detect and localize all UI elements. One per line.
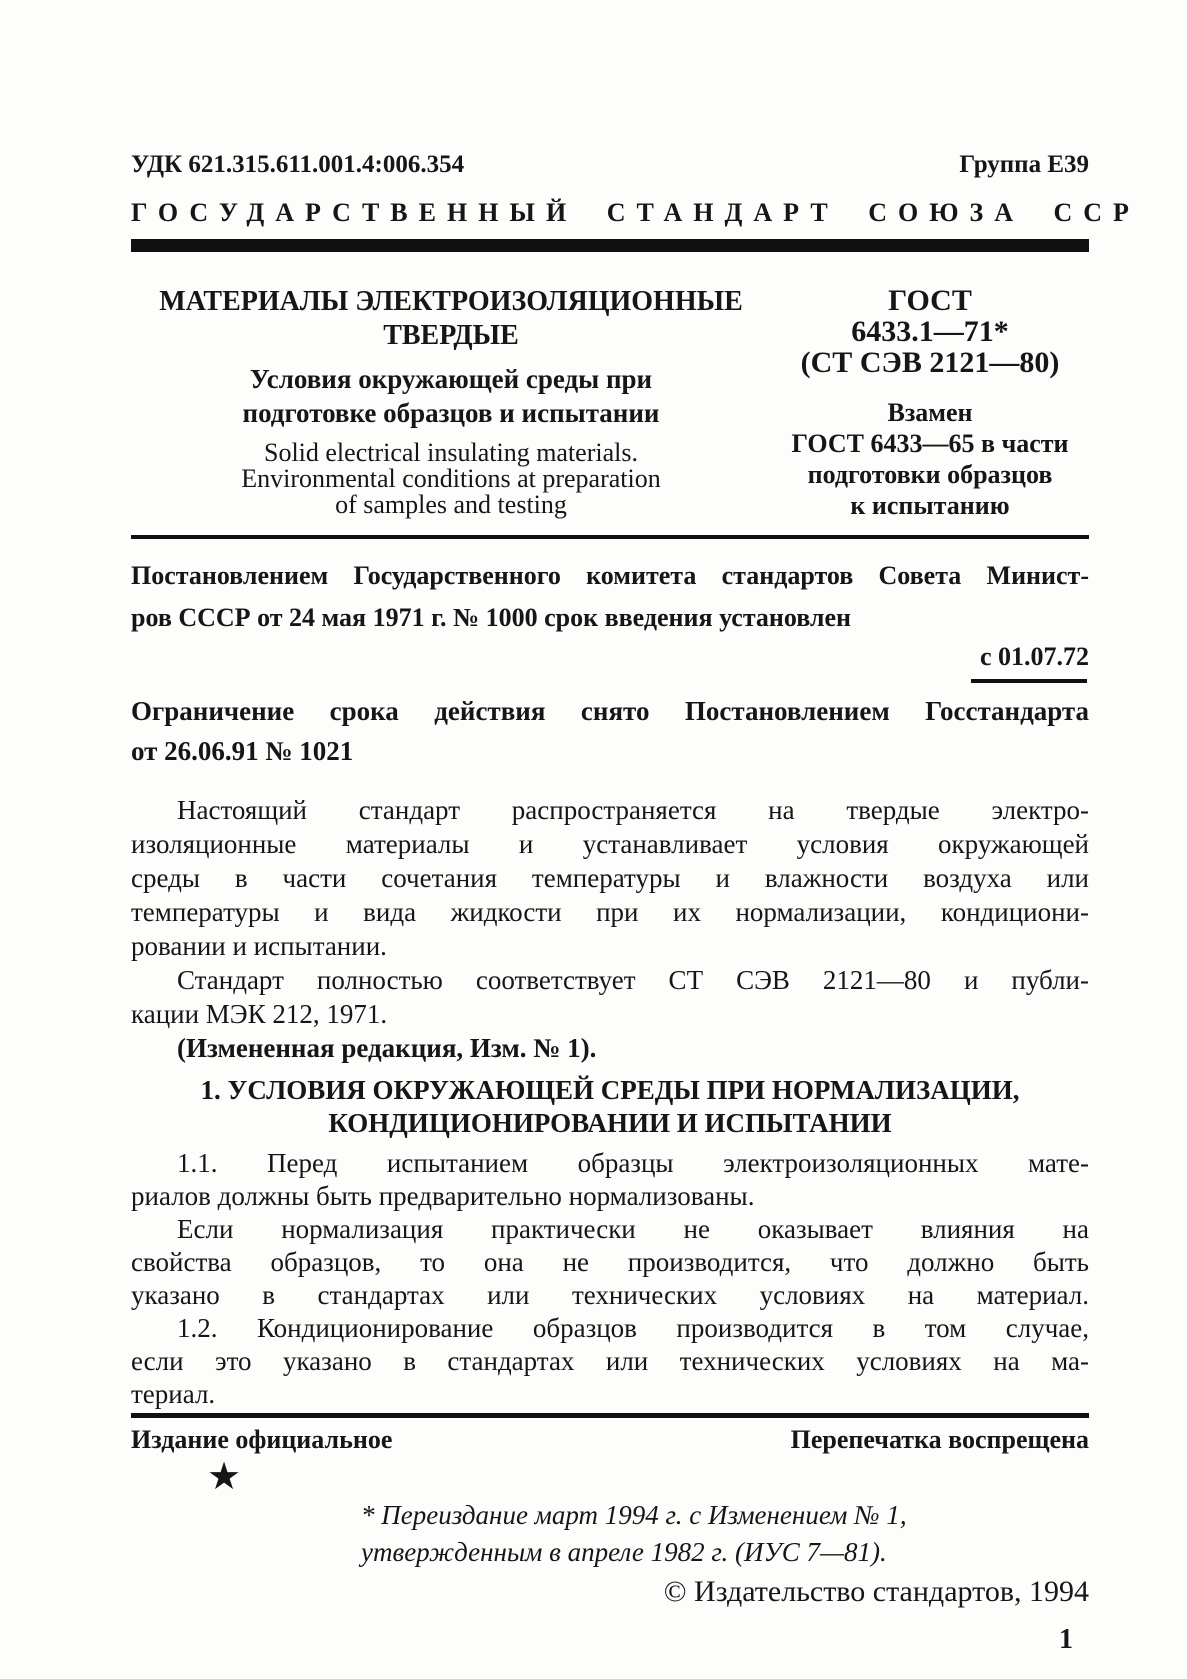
text-line: Solid electrical insulating materials. <box>263 438 638 467</box>
text-line: подготовке образцов и испытании <box>242 398 660 428</box>
paragraph-1-2 <box>131 1312 1089 1411</box>
title-block <box>131 285 1089 521</box>
text-line: ровании и испытании. <box>131 931 387 961</box>
text-line: Стандарт полностью соответствует СТ СЭВ 2121—80 и публи- <box>177 965 1089 995</box>
group-label: Группа Е39 <box>959 151 1089 178</box>
text-line: среды в части сочетания температуры и влажности воздуха или <box>131 863 1089 893</box>
text-line: МАТЕРИАЛЫ ЭЛЕКТРОИЗОЛЯЦИОННЫЕ <box>159 286 743 317</box>
paragraph-1-1 <box>131 1147 1089 1213</box>
title-en <box>131 440 771 518</box>
text-line: ГОСТ <box>888 284 972 317</box>
text-line: к испытанию <box>850 491 1010 520</box>
text-line: 1.1. Перед испытанием образцы электроизоляционных мате- <box>177 1148 1089 1178</box>
separator-bar <box>131 239 1089 252</box>
limitation-paragraph <box>131 691 1089 771</box>
official-edition-label: Издание официальное <box>131 1425 393 1454</box>
text-line: от 26.06.91 № 1021 <box>131 736 354 766</box>
paragraph-1-1-cont <box>131 1213 1089 1312</box>
text-line: кации МЭК 212, 1971. <box>131 999 388 1029</box>
text-line: териал. <box>131 1379 216 1409</box>
text-line: Если нормализация практически не оказывает влияния на <box>177 1214 1089 1244</box>
date-underline <box>971 679 1087 683</box>
text-line: если это указано в стандартах или технических условиях на ма- <box>131 1346 1089 1376</box>
text-line: 1. УСЛОВИЯ ОКРУЖАЮЩЕЙ СРЕДЫ ПРИ НОРМАЛИЗАЦИИ, <box>200 1075 1020 1105</box>
copyright-line: © Издательство стандартов, 1994 <box>663 1575 1089 1608</box>
enactment-paragraph <box>131 555 1089 639</box>
effective-date: с 01.07.72 <box>979 642 1089 671</box>
text-line: утвержденным в апреле 1982 г. (ИУС 7—81). <box>361 1537 887 1567</box>
scope-paragraph <box>131 793 1089 963</box>
text-line: of samples and testing <box>335 490 567 519</box>
top-row <box>131 150 1089 180</box>
replaces-note <box>771 397 1089 521</box>
text-line: Взамен <box>887 398 973 427</box>
text-line: КОНДИЦИОНИРОВАНИИ И ИСПЫТАНИИ <box>328 1108 892 1138</box>
text-line: температуры и вида жидкости при их нормализации, кондициони- <box>131 897 1089 927</box>
footer-row <box>131 1425 1089 1455</box>
subtitle-ru <box>131 362 771 430</box>
section-1-heading <box>131 1074 1089 1140</box>
text-line: подготовки образцов <box>807 460 1053 489</box>
state-standard-heading: ГОСУДАРСТВЕННЫЙ СТАНДАРТ СОЮЗА ССР <box>131 198 1140 227</box>
text-line: ГОСТ 6433—65 в части <box>791 429 1069 458</box>
title-right-column <box>771 285 1089 521</box>
text-line: ТВЕРДЫЕ <box>383 320 519 351</box>
text-line: риалов должны быть предварительно нормализованы. <box>131 1181 755 1211</box>
text-line: ров СССР от 24 мая 1971 г. № 1000 срок введения установлен <box>131 603 852 632</box>
header-rule <box>131 535 1089 539</box>
text-line: Ограничение срока действия снято Постановлением Госстандарта <box>131 696 1089 726</box>
title-ru <box>131 285 771 353</box>
conformity-paragraph <box>131 963 1089 1031</box>
text-line: свойства образцов, то она не производится, что должно быть <box>131 1247 1089 1277</box>
text-line: изоляционные материалы и устанавливает условия окружающей <box>131 829 1089 859</box>
amended-note: (Измененная редакция, Изм. № 1). <box>177 1033 597 1063</box>
gost-designation <box>771 285 1089 378</box>
reprint-prohibited-label: Перепечатка воспрещена <box>790 1425 1089 1454</box>
udk-label: УДК 621.315.611.001.4:006.354 <box>131 151 465 178</box>
text-line: Постановлением Государственного комитета стандартов Совета Минист- <box>131 561 1089 590</box>
text-line: * Переиздание март 1994 г. с Изменением № 1, <box>361 1500 907 1530</box>
text-line: указано в стандартах или технических условиях на материал. <box>131 1280 1089 1310</box>
page-content <box>131 0 1140 1655</box>
text-line: 6433.1—71* <box>851 315 1009 348</box>
reissue-note <box>361 1497 1089 1571</box>
text-line: 1.2. Кондиционирование образцов производится в том случае, <box>177 1313 1089 1343</box>
text-line: Настоящий стандарт распространяется на твердые электро- <box>177 795 1089 825</box>
page-number: 1 <box>1059 1624 1073 1655</box>
title-left-column <box>131 285 771 521</box>
star-icon: ★ <box>207 1454 242 1498</box>
footer-rule <box>131 1413 1089 1418</box>
text-line: Environmental conditions at preparation <box>241 464 661 493</box>
text-line: Условия окружающей среды при <box>249 364 653 394</box>
text-line: (СТ СЭВ 2121—80) <box>800 346 1060 379</box>
